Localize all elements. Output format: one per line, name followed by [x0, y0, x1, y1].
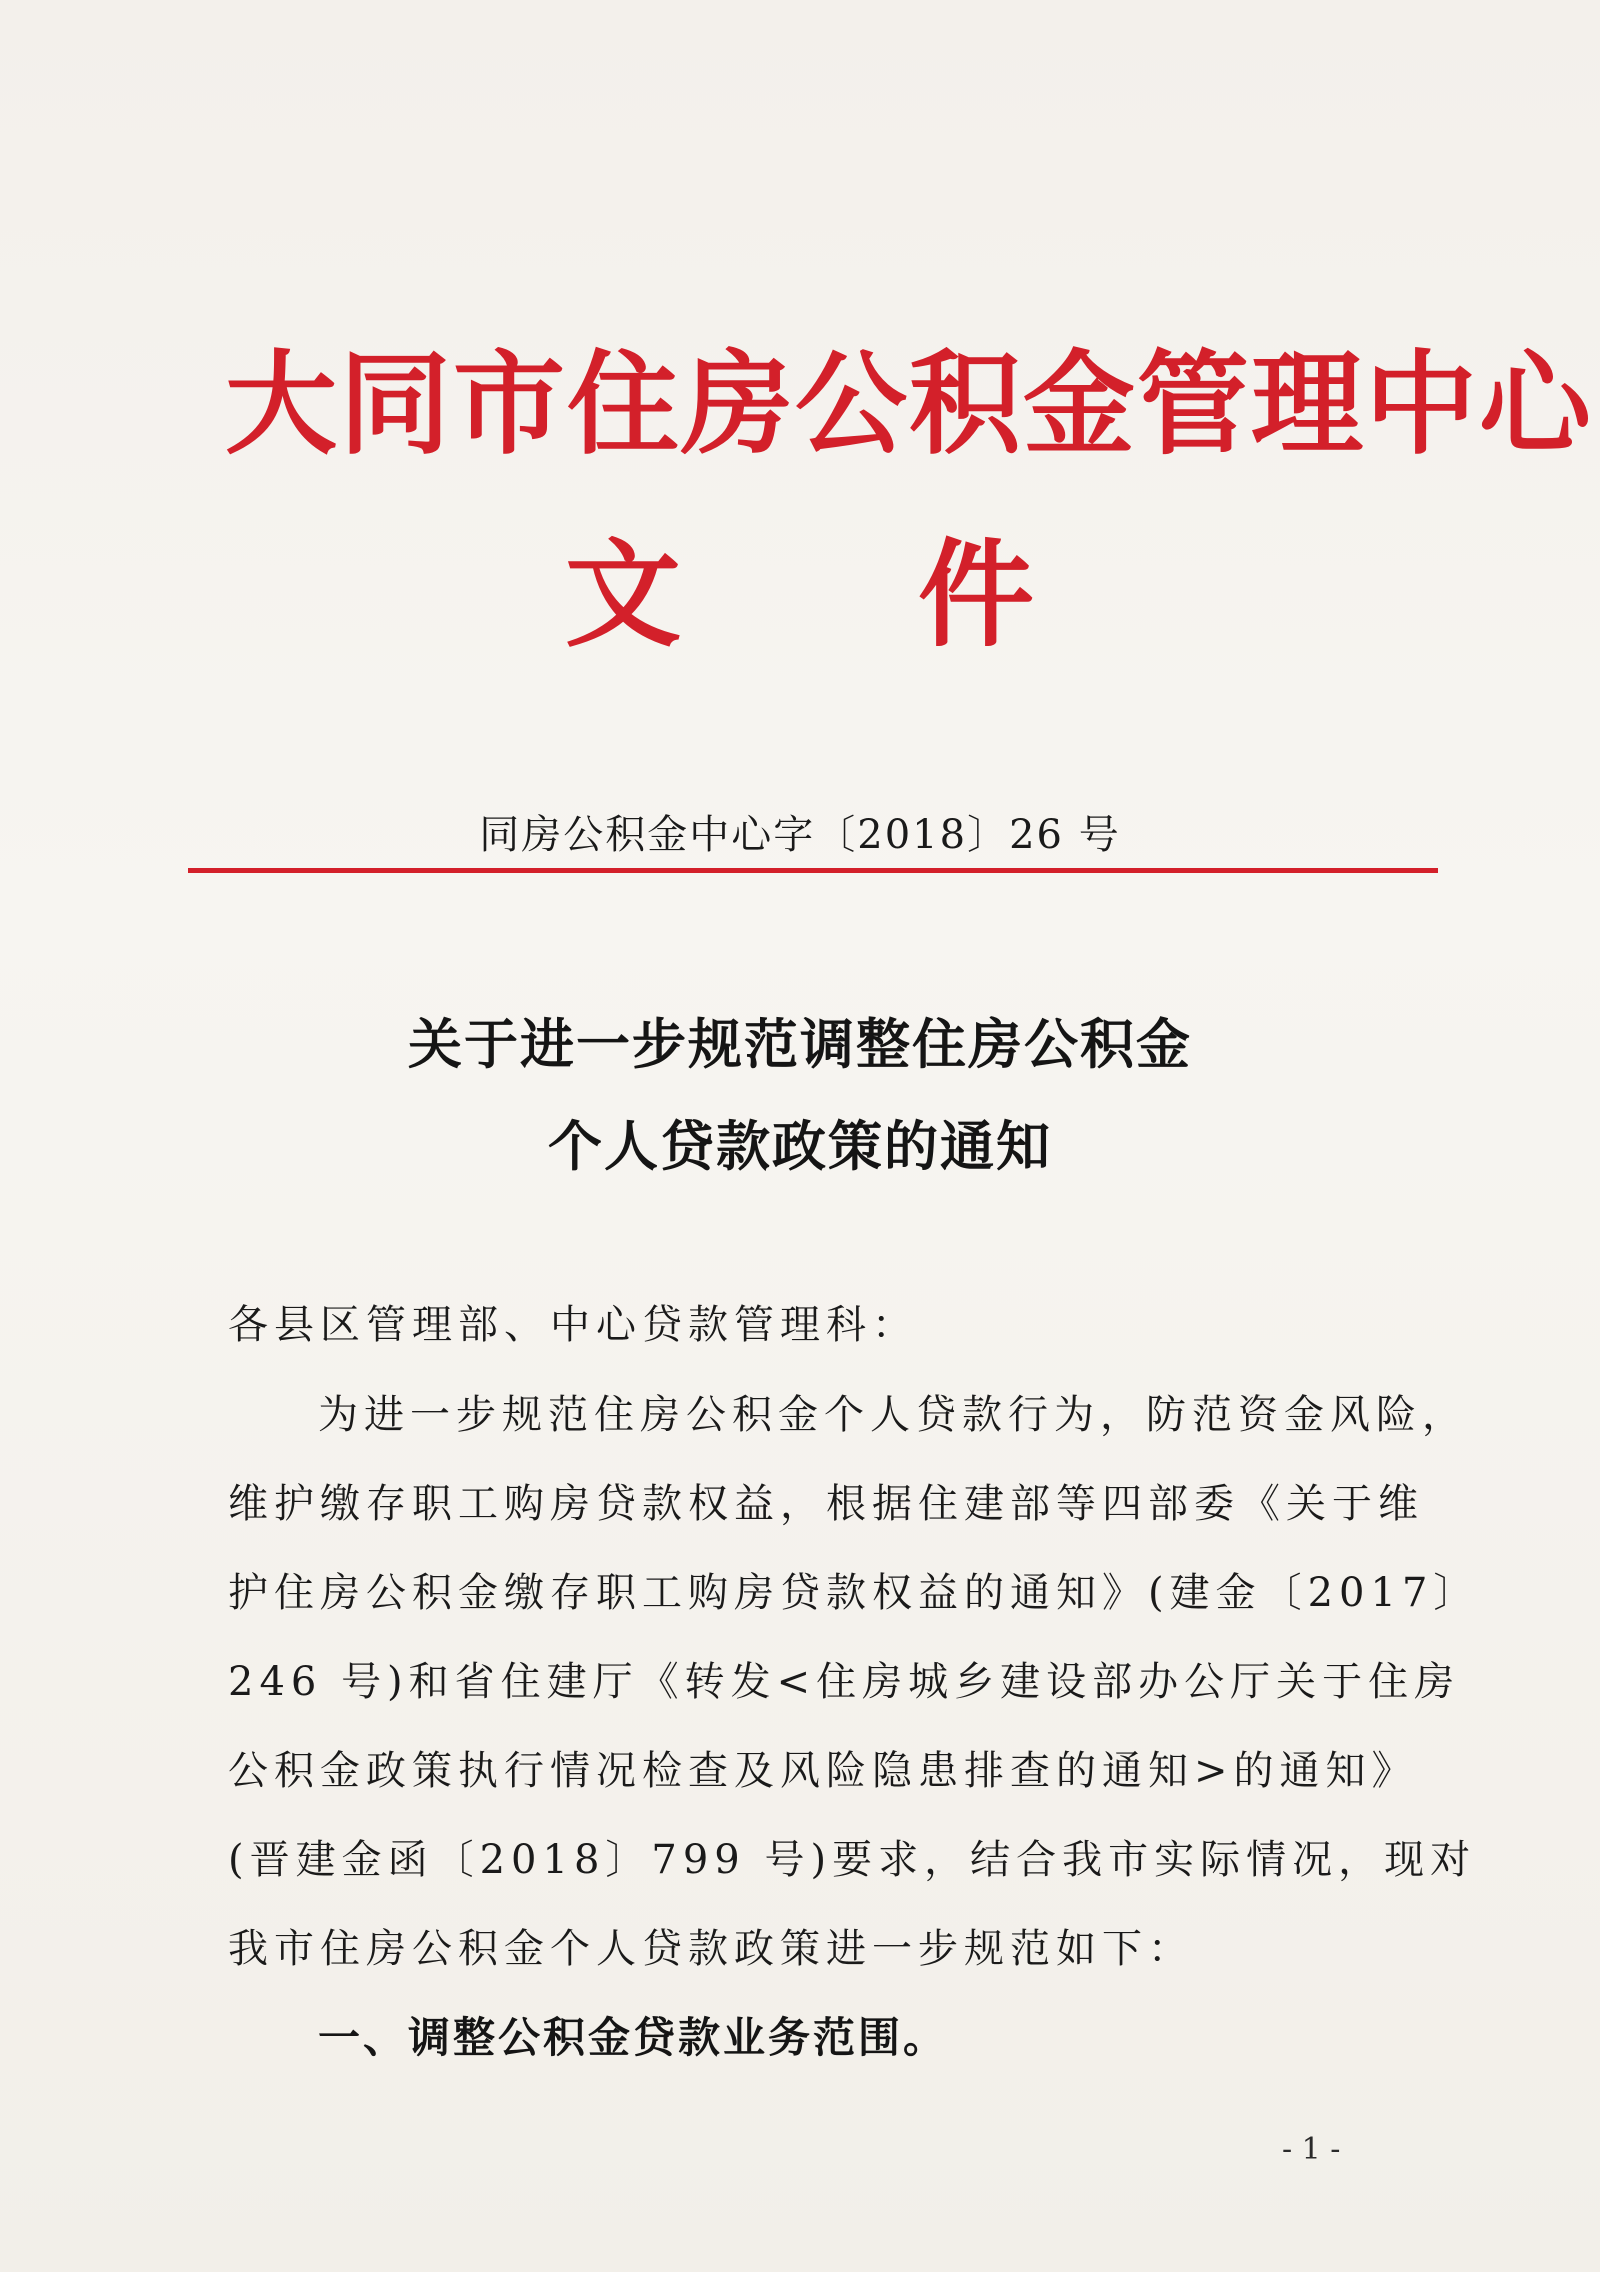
red-divider-line	[188, 868, 1438, 873]
document-header-char-1: 文	[565, 527, 681, 663]
notice-title-line-1: 关于进一步规范调整住房公积金	[408, 1013, 1192, 1076]
page-number: - 1 -	[1282, 2132, 1341, 2167]
issuing-organization-title: 大同市住房公积金管理中心	[225, 339, 1593, 470]
section-heading-1: 一、调整公积金贷款业务范围。	[318, 2013, 949, 2062]
salutation: 各县区管理部、中心贷款管理科：	[228, 1302, 918, 1348]
body-line-7: 我市住房公积金个人贷款政策进一步规范如下：	[228, 1926, 1194, 1972]
document-header-char-2: 件	[918, 527, 1034, 663]
body-line-3: 护住房公积金缴存职工购房贷款权益的通知》(建金〔2017〕	[228, 1570, 1480, 1616]
body-line-2: 维护缴存职工购房贷款权益，根据住建部等四部委《关于维	[228, 1481, 1424, 1527]
document-number: 同房公积金中心字〔2018〕26 号	[479, 812, 1121, 858]
body-line-5: 公积金政策执行情况检查及风险隐患排查的通知>的通知》	[228, 1748, 1418, 1794]
body-line-4: 246 号)和省住建厅《转发<住房城乡建设部办公厅关于住房	[228, 1659, 1461, 1705]
body-line-6: (晋建金函〔2018〕799 号)要求，结合我市实际情况，现对	[228, 1837, 1477, 1883]
notice-title-line-2: 个人贷款政策的通知	[548, 1115, 1052, 1178]
body-line-1: 为进一步规范住房公积金个人贷款行为，防范资金风险，	[318, 1392, 1468, 1438]
